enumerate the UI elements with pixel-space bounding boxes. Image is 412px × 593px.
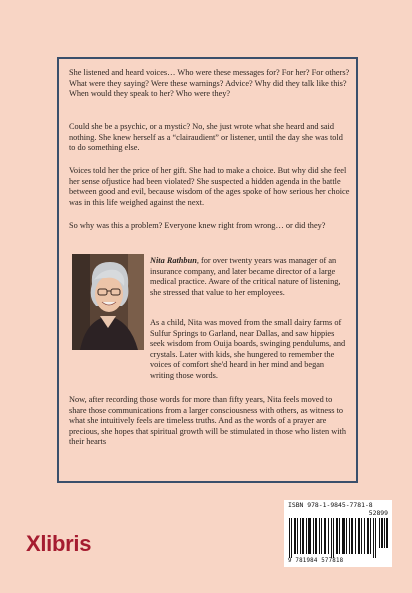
blurb-paragraph-3: Voices told her the price of her gift. She had to make a choice. But why did she feel her sense ofjustice had been violated? She suspected a hidden agenda in the battle between good and evil, because wisdom of the ages spoke of how serious her choice was in this life weighed against the next. [69,166,350,207]
author-bio-paragraph-2: As a child, Nita was moved from the small dairy farms of Sulfur Springs to Garland, near Dallas, and saw hippies seek wisdom from Ouija boards, swinging pendulums, and crystals. Later with kids, she hungered to remember the voices of comfort she'd heard in her mind and began writing those words. [150,318,346,380]
author-bio-paragraph-3: Now, after recording those words for more than fifty years, Nita feels moved to share those communications from a larger consciousness with others, as witness to what she intuitively feels are timeless truths. And as the words of a prayer are precious, she hopes that spiritual growth will be stimulated in those who listen with their hearts [69,395,346,447]
publisher-logo: Xlibris [26,531,92,556]
price-code: 52899 [368,509,388,517]
author-photo [72,254,144,350]
isbn-label: ISBN 978-1-9845-7781-8 [288,501,373,509]
barcode-digits: 9 781984 577818 [288,558,344,564]
barcode [284,500,392,567]
blurb-paragraph-4: So why was this a problem? Everyone knew right from wrong… or did they? [69,221,326,230]
author-bio-paragraph-1 [150,256,350,298]
blurb-paragraph-2: Could she be a psychic, or a mystic? No, she just wrote what she heard and said nothing. She knew herself as a “clairaudient” or listener, until the day she was told to do something else. [69,122,343,153]
author-bio-text-1: , for over twenty years was manager of an insurance company, and later became director of a large medical practice. Aware of the critical nature of listening, she stressed that value to her employees. [150,256,341,297]
blurb-paragraph-1: She listened and heard voices… Who were these messages for? For her? For others? What were they saying? Were these warnings? Advice? Why did they talk like this? When would they speak to her? Who were they? [69,68,350,99]
author-name: Nita Rathbun [150,256,197,265]
barcode-bars [287,518,389,558]
